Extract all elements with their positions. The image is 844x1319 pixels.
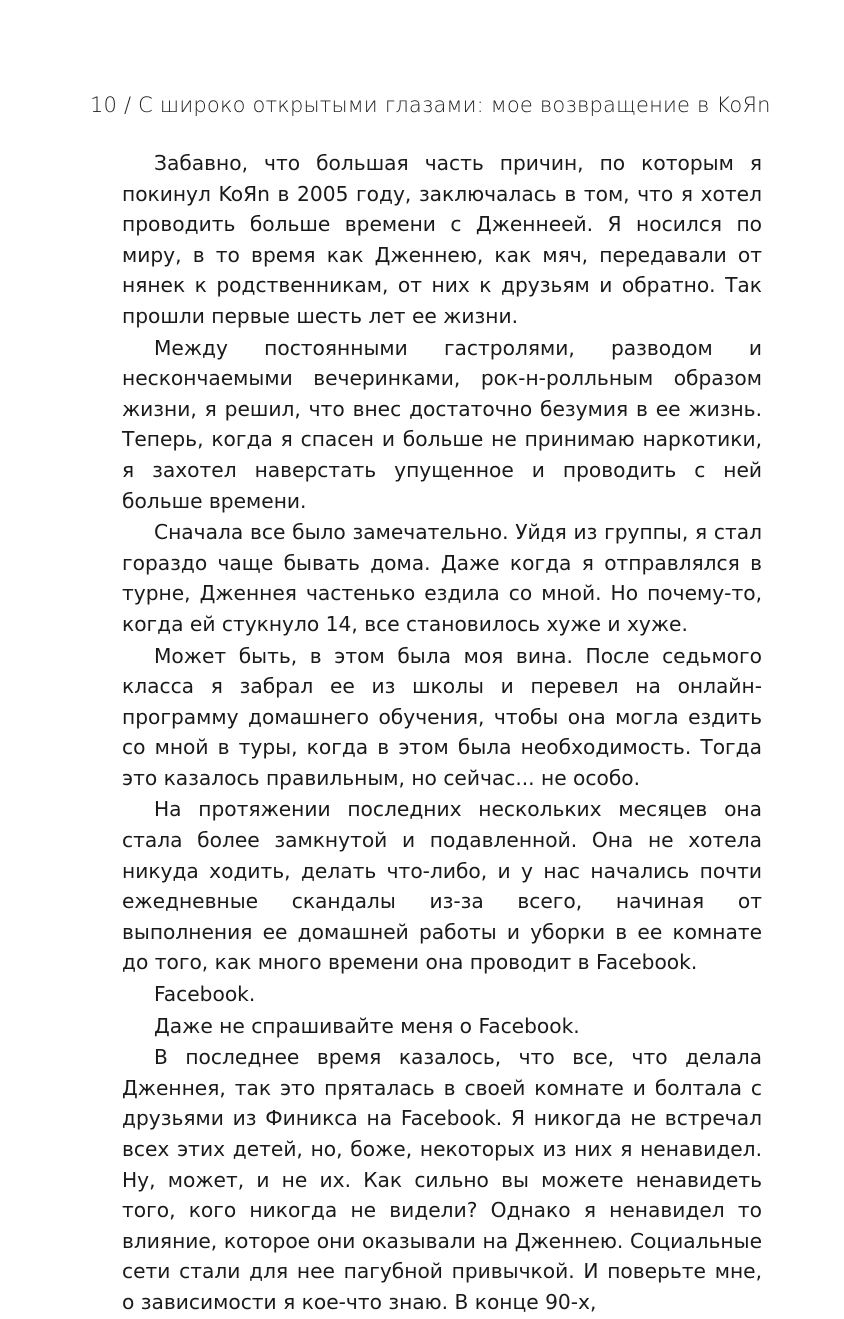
- paragraph-3: Сначала все было замечательно. Уйдя из группы, я стал гораздо чаще бывать дома. Даже когда я отправлялся в турне, Дженнея частенько ездила со мной. Но почему-то, когда ей стукнуло 14, все становилось хуже и хуже.: [122, 520, 762, 636]
- body-text: [122, 148, 762, 1319]
- paragraph-6: Facebook.: [154, 982, 256, 1007]
- paragraph-4: Может быть, в этом была моя вина. После седьмого класса я забрал ее из школы и перевел на онлайн-программу домашнего обучения, чтобы она могла ездить со мной в туры, когда в этом была необходимость. Тогда это казалось правильным, но сейчас... не особо.: [122, 643, 762, 790]
- paragraph-1: Забавно, что большая часть причин, по которым я покинул KoЯn в 2005 году, заключалась в том, что я хотел проводить больше времени с Дженнеей. Я носился по миру, в то время как Дженнею, как мяч, передавали от нянек к родственникам, от них к друзьям и обратно. Так прошли первые шесть лет ее жизни.: [122, 151, 762, 328]
- paragraph-5: На протяжении последних нескольких месяцев она стала более замкнутой и подавленной. Она не хотела никуда ходить, делать что-либо, и у нас начались почти ежедневные скандалы из-за всего, начиная от выполнения ее домашней работы и уборки в ее комнате до того, как много времени она проводит в Facebook.: [122, 797, 762, 975]
- running-header: 10 / С широко открытыми глазами: мое возвращение в KoЯn: [90, 93, 771, 117]
- paragraph-8: В последнее время казалось, что все, что делала Дженнея, так это пряталась в своей комнате и болтала с друзьями из Финикса на Facebook. Я никогда не встречал всех этих детей, но, боже, некоторых из них я ненавидел. Ну, может, и не их. Как сильно вы можете ненавидеть того, кого никогда не видели? Однако я ненавидел то влияние, которое они оказывали на Дженнею. Социальные сети стали для нее пагубной привычкой. И поверьте мне, о зависимости я кое-что знаю. В конце 90-х,: [122, 1045, 762, 1314]
- paragraph-2: Между постоянными гастролями, разводом и нескончаемыми вечеринками, рок-н-ролльным образом жизни, я решил, что внес достаточно безумия в ее жизнь. Теперь, когда я спасен и больше не принимаю наркотики, я захотел наверстать упущенное и проводить с ней больше времени.: [122, 335, 762, 513]
- paragraph-7: Даже не спрашивайте меня о Facebook.: [154, 1013, 580, 1038]
